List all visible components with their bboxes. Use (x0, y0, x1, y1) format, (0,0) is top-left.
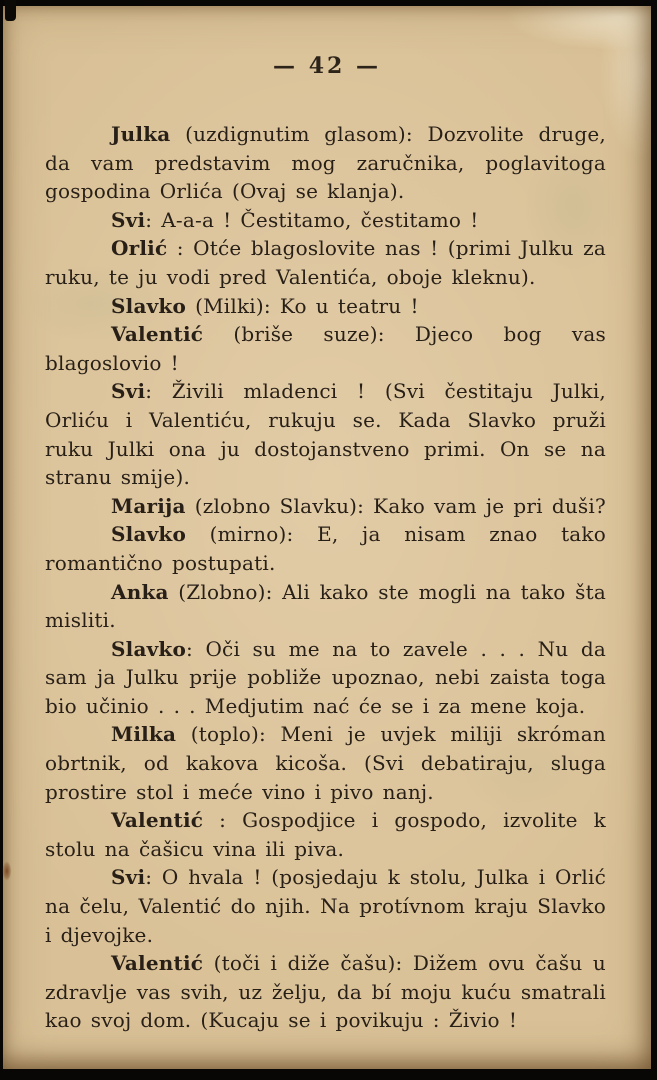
dialogue-paragraph (45, 320, 606, 377)
speaker-name: Slavko (111, 293, 187, 318)
dialogue-line: (Milki): Ko u teatru ! (186, 293, 419, 318)
dialogue-paragraph (45, 234, 606, 291)
page-number: — 42 — (273, 53, 381, 79)
dialogue-line: : Gospodjice i gospodo, izvolite k stolu na čašicu vina ili piva. (45, 808, 606, 861)
dialogue-paragraph (45, 492, 606, 521)
dialogue-paragraph (45, 120, 606, 206)
speaker-name: Marija (111, 493, 186, 518)
speaker-name: Svi (111, 865, 146, 890)
dialogue-line: (mirno): E, ja nisam znao tako romantično postupati. (45, 522, 606, 575)
dialogue-paragraph (45, 292, 606, 321)
dialogue-line: (Zlobno): Ali kako ste mogli na tako šta misliti. (45, 579, 606, 633)
speaker-name: Slavko (111, 636, 187, 661)
speaker-name: Orlić (111, 236, 168, 261)
dialogue-line: (toplo): Meni je uvjek miliji skróman obrtnik, od kakova kicoša. (Svi debatiraju, sluga prostire stol i meće vino i pivo nanj. (45, 722, 606, 804)
speaker-name: Slavko (111, 522, 187, 547)
dialogue-paragraph (45, 720, 606, 806)
play-dialogue-text (45, 120, 606, 1035)
paper-blemish-spot (1, 856, 14, 886)
speaker-name: Svi (111, 207, 146, 232)
dialogue-paragraph (45, 206, 606, 235)
dialogue-line: (toči i diže čašu): Dižem ovu čašu u zdravlje vas svih, uz želju, da bí moju kuću smatrali kao svoj dom. (Kucaju se i povikuju : Živio ! (45, 951, 606, 1033)
dialogue-paragraph (45, 578, 606, 635)
dialogue-paragraph (45, 635, 606, 721)
speaker-name: Milka (111, 722, 177, 747)
dialogue-line: : O hvala ! (posjedaju k stolu, Julka i Orlić na čelu, Valentić do njih. Na protívnom kraju Slavko i djevojke. (45, 865, 606, 947)
dialogue-line: (uzdignutim glasom): Dozvolite druge, da vam predstavim mog zaručnika, poglavitoga gospodina Orlića (Ovaj se klanja). (45, 122, 606, 204)
speaker-name: Valentić (111, 322, 204, 347)
speaker-name: Valentić (111, 951, 204, 976)
speaker-name: Anka (111, 579, 169, 604)
scan-edge-notch (5, 0, 16, 21)
dialogue-line: : Živili mladenci ! (Svi čestitaju Julki, Orliću i Valentiću, rukuju se. Kada Slavko pruži ruku Julki ona ju dostojanstveno primi. On se na stranu smije). (45, 379, 606, 490)
dialogue-paragraph (45, 377, 606, 491)
book-page (3, 6, 651, 1069)
speaker-name: Svi (111, 379, 146, 404)
speaker-name: Valentić (111, 808, 204, 833)
dialogue-line: (briše suze): Djeco bog vas blagoslovio ! (45, 322, 606, 375)
dialogue-line: : Otće blagoslovite nas ! (primi Julku za ruku, te ju vodi pred Valentića, oboje kleknu). (45, 236, 606, 289)
dialogue-paragraph (45, 949, 606, 1035)
speaker-name: Julka (111, 122, 171, 146)
dialogue-paragraph (45, 806, 606, 863)
dialogue-line: : Oči su me na to zavele . . . Nu da sam ja Julku prije pobliže upoznao, nebi zaista toga bio učinio . . . Medjutim nać će se i za mene koja. (45, 636, 606, 718)
dialogue-paragraph (45, 520, 606, 577)
dialogue-line: (zlobno Slavku): Kako vam je pri duši? (185, 493, 606, 518)
dialogue-paragraph (45, 863, 606, 949)
dialogue-line: : A-a-a ! Čestitamo, čestitamo ! (145, 207, 479, 232)
